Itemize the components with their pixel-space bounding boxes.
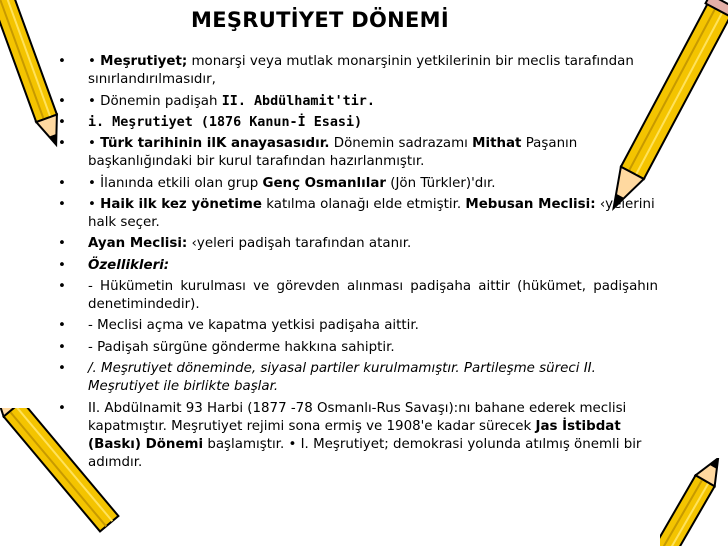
list-item: • • İlanında etkili olan grup Genç Osmanlılar (Jön Türkler)'dır. [58,175,658,193]
bullet-dot: • [58,257,66,273]
bullet-dot: • [58,400,66,416]
list-item: • - Padişah sürgüne gönderme hakkına sahiptir. [58,339,658,357]
bullet-dot: • [58,175,66,191]
bullet-dot: • [58,136,66,152]
list-item: • Özellikleri: [58,257,658,275]
list-item: • • Türk tarihinin ilK anayasasıdır. Dönemin sadrazamı Mithat Paşanın başkanlığındaki bir kurul tarafından hazırlanmıştır. [58,136,578,170]
bullet-dot: • [58,318,66,334]
list-item: • • Haik ilk kez yönetime katılma olanağı elde etmiştir. Mebusan Meclisi: ‹yeierini halk seçer. [58,196,655,231]
list-item: • - Hükümetin kurulması ve görevden alınması padişaha aittir (hükümet, padişahın denetimindedir). [58,278,658,313]
list-item: • Ayan Meclisi: ‹yeleri padişah tarafından atanır. [58,235,658,253]
list-item: • • Dönemin padişah II. Abdülhamit'tir. [58,93,658,111]
bullet-dot: • [58,278,66,294]
bullet-list [58,53,658,475]
bullet-dot: • [58,339,66,355]
list-item: • II. Abdülnamit 93 Harbi (1877 -78 Osmanlı-Rus Savaşı):nı bahane ederek meclisi kapatmıştır. Meşrutiyet rejimi sona ermiş ve 1908'e kadar sürecek Jas İstibdat (Baskı) Dönemi başlamıştır. • I. Meşrutiyet; demokrasi yolunda atılmış önemli bir adımdır. [58,400,642,471]
list-item: • - Meclisi açma ve kapatma yetkisi padişaha aittir. [58,317,658,335]
bullet-dot: • [58,361,66,377]
list-item: • i. Meşrutiyet (1876 Kanun-İ Esasi) [58,114,658,132]
bullet-dot: • [58,93,66,109]
list-item: • /. Meşrutiyet döneminde, siyasal partiler kurulmamıştır. Partileşme süreci II. Meşrutiyet ile birlikte başlar. [58,361,596,395]
slide-title: MEŞRUTİYET DÖNEMİ [191,8,449,32]
bullet-dot: • [58,236,66,252]
pencil-icon [660,458,728,546]
bullet-dot: • [58,114,66,130]
list-item: • • Meşrutiyet; monarşi veya mutlak monarşinin yetkilerinin bir meclis tarafından sınırlandırılmasıdır, [58,54,634,88]
bullet-dot: • [58,196,66,212]
bullet-dot: • [58,54,66,69]
